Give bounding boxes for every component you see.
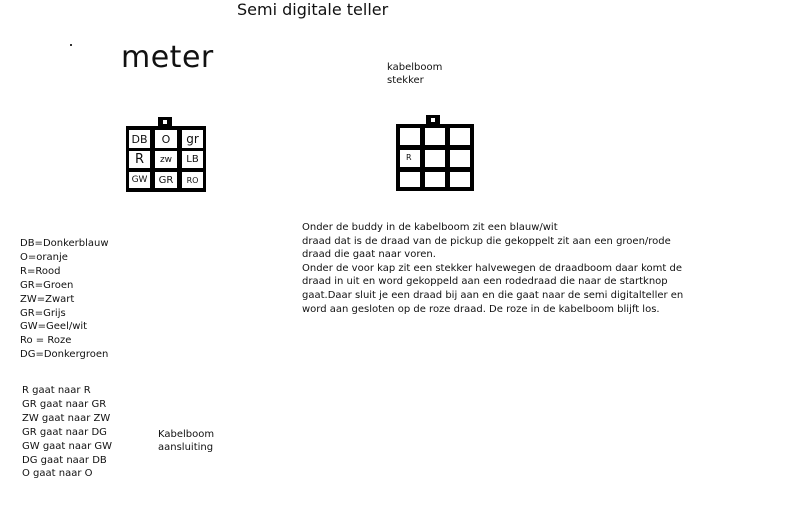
mapping-item: O gaat naar O xyxy=(22,468,93,480)
mapping-item: R gaat naar R xyxy=(22,385,91,396)
legend-item: GR=Groen xyxy=(20,279,74,291)
mapping-item: GR gaat naar GR xyxy=(22,398,107,410)
meter-pin: R xyxy=(129,151,150,168)
legend-item: DG=Donkergroen xyxy=(20,349,109,361)
meter-label: meter xyxy=(121,40,214,75)
harness-pin xyxy=(400,128,420,145)
harness-plug-label: kabelboom stekker xyxy=(387,62,443,86)
harness-connector xyxy=(396,124,474,191)
harness-pin xyxy=(450,150,470,167)
meter-pin: GW xyxy=(129,172,150,188)
description-text xyxy=(302,221,683,316)
legend-item: GW=Geel/wit xyxy=(20,321,88,333)
meter-pin: GR xyxy=(155,172,177,188)
legend-item: O=oranje xyxy=(20,251,68,263)
legend-item: GR=Grijs xyxy=(20,307,66,319)
harness-connector-tab xyxy=(426,115,440,124)
legend-item: ZW=Zwart xyxy=(20,293,75,305)
harness-pin xyxy=(450,172,470,187)
harness-pin xyxy=(425,172,445,187)
mapping-item: DG gaat naar DB xyxy=(22,454,107,466)
harness-pin xyxy=(425,150,445,167)
description-line: word aan gesloten op de roze draad. De roze in de kabelboom blijft los. xyxy=(302,303,660,315)
description-line: draad in uit en word gekoppeld aan een rodedraad die naar de startknop xyxy=(302,276,668,288)
color-legend xyxy=(20,237,109,362)
description-line: draad die gaat naar voren. xyxy=(302,249,436,261)
description-line: gaat.Daar sluit je een draad bij aan en die gaat naar de semi digitalteller en xyxy=(302,289,684,301)
harness-connection-label: Kabelboom aansluiting xyxy=(158,429,215,453)
harness-pin: R xyxy=(400,150,420,167)
wire-mapping xyxy=(22,384,112,481)
meter-pin: zw xyxy=(155,151,177,168)
mapping-item: ZW gaat naar ZW xyxy=(22,412,111,424)
legend-item: DB=Donkerblauw xyxy=(20,238,109,249)
meter-pin: gr xyxy=(182,130,203,148)
mapping-item: GR gaat naar DG xyxy=(22,426,107,438)
harness-pin xyxy=(425,128,445,145)
page-title: Semi digitale teller xyxy=(237,0,389,19)
legend-item: R=Rood xyxy=(20,265,61,277)
meter-connector-tab xyxy=(158,117,172,126)
description-line: Onder de buddy in de kabelboom zit een blauw/wit xyxy=(302,222,558,233)
legend-item: Ro = Roze xyxy=(20,335,72,347)
meter-pin: RO xyxy=(182,172,203,188)
mapping-item: GW gaat naar GW xyxy=(22,440,113,452)
harness-pin xyxy=(450,128,470,145)
meter-connector xyxy=(126,126,206,192)
meter-pin: LB xyxy=(182,151,203,168)
harness-pin xyxy=(400,172,420,187)
meter-pin: O xyxy=(155,130,177,148)
description-line: Onder de voor kap zit een stekker halvewegen de draadboom daar komt de xyxy=(302,262,682,274)
description-line: draad dat is de draad van de pickup die gekoppelt zit aan een groen/rode xyxy=(302,235,671,247)
stray-dot xyxy=(70,44,72,46)
meter-pin: DB xyxy=(129,130,150,148)
